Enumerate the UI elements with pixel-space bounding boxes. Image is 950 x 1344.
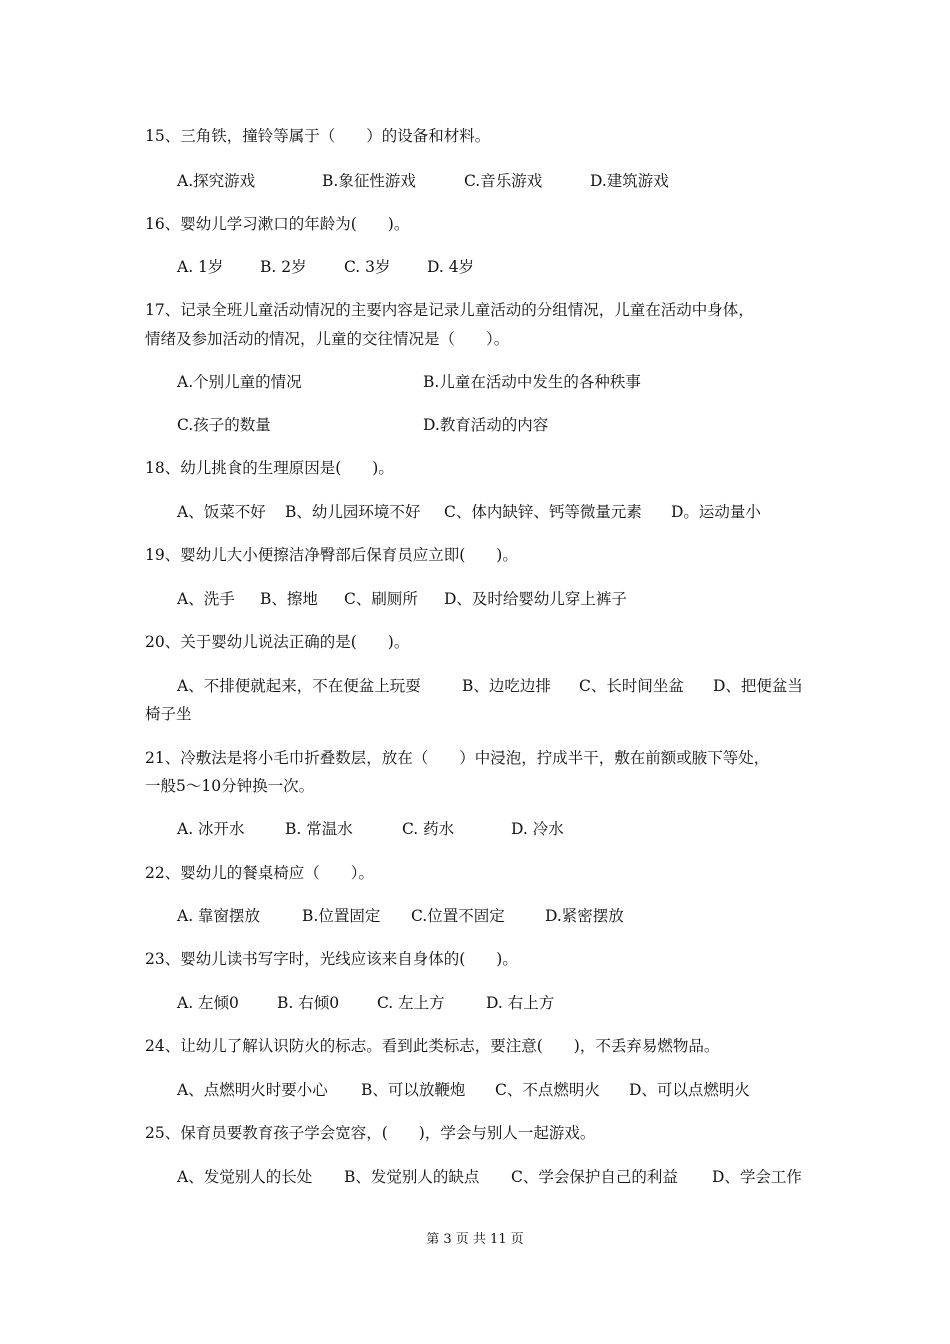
option-a: A、发觉别人的长处 [177,1168,313,1186]
option-a: A. 1岁 [177,258,224,276]
question-19-stem: 19、婴幼儿大小便擦洁净臀部后保育员应立即( )。 [145,546,518,564]
question-15-stem: 15、三角铁，撞铃等属于（ ）的设备和材料。 [145,127,491,145]
question-18-stem: 18、幼儿挑食的生理原因是( )。 [145,459,394,477]
option-c: C.孩子的数量 [177,416,271,434]
option-a: A.个别儿童的情况 [177,373,302,391]
option-d: D、学会工作 [712,1168,802,1186]
option-b: B、幼儿园环境不好 [285,503,421,521]
option-a: A.探究游戏 [177,172,256,190]
option-a: A. 冰开水 [177,820,245,838]
question-20-stem: 20、关于婴幼儿说法正确的是( )。 [145,633,410,651]
option-d: D、及时给婴幼儿穿上裤子 [444,590,627,608]
option-d: D.教育活动的内容 [423,416,549,434]
option-d: D. 冷水 [511,820,564,838]
option-c: C、不点燃明火 [495,1081,600,1099]
question-17-stem-line1: 17、记录全班儿童活动情况的主要内容是记录儿童活动的分组情况，儿童在活动中身体， [145,301,754,319]
option-b: B、发觉别人的缺点 [344,1168,480,1186]
option-b: B、可以放鞭炮 [361,1081,466,1099]
option-a: A、不排便就起来，不在便盆上玩耍 [177,677,421,695]
option-a: A、点燃明火时要小心 [177,1081,328,1099]
question-23-stem: 23、婴幼儿读书写字时，光线应该来自身体的( )。 [145,950,518,968]
option-c: C、长时间坐盆 [579,677,684,695]
option-d: D. 右上方 [486,994,555,1012]
option-b: B.象征性游戏 [322,172,416,190]
option-c: C. 3岁 [344,258,391,276]
option-b: B. 2岁 [260,258,307,276]
page-footer: 第 3 页 共 11 页 [426,1232,524,1247]
question-25-stem: 25、保育员要教育孩子学会宽容，( )，学会与别人一起游戏。 [145,1124,596,1142]
option-b: B. 常温水 [285,820,353,838]
question-17-stem-line2: 情绪及参加活动的情况，儿童的交往情况是（ ）。 [145,330,510,348]
question-20-options-wrap: 椅子坐 [145,705,192,723]
question-21-stem-line1: 21、冷敷法是将小毛巾折叠数层，放在（ ）中浸泡，拧成半干，敷在前额或腋下等处， [145,749,770,767]
question-24-stem: 24、让幼儿了解认识防火的标志。看到此类标志，要注意( )，不丢弃易燃物品。 [145,1037,720,1055]
option-b: B、边吃边排 [462,677,551,695]
option-d: D。运动量小 [671,503,761,521]
question-16-stem: 16、婴幼儿学习漱口的年龄为( )。 [145,215,410,233]
option-a: A. 靠窗摆放 [177,907,261,925]
option-a: A、洗手 [177,590,235,608]
question-22-stem: 22、婴幼儿的餐桌椅应（ ）。 [145,864,374,882]
option-c: C.音乐游戏 [464,172,543,190]
option-c: C、体内缺锌、钙等微量元素 [444,503,642,521]
option-a: A. 左倾0 [177,994,239,1012]
option-c: C、刷厕所 [344,590,418,608]
option-b: B、擦地 [260,590,318,608]
option-d: D.紧密摆放 [545,907,624,925]
option-c: C、学会保护自己的利益 [511,1168,678,1186]
question-21-stem-line2: 一般5～10分钟换一次。 [145,777,315,795]
option-d: D. 4岁 [427,258,475,276]
option-d: D、把便盆当 [713,677,803,695]
option-c: C.位置不固定 [411,907,505,925]
option-c: C. 左上方 [377,994,445,1012]
option-a: A、饭菜不好 [177,503,266,521]
option-b: B.位置固定 [302,907,381,925]
option-b: B.儿童在活动中发生的各种秩事 [423,373,641,391]
option-b: B. 右倾0 [277,994,340,1012]
option-c: C. 药水 [402,820,455,838]
option-d: D、可以点燃明火 [629,1081,750,1099]
option-d: D.建筑游戏 [590,172,669,190]
